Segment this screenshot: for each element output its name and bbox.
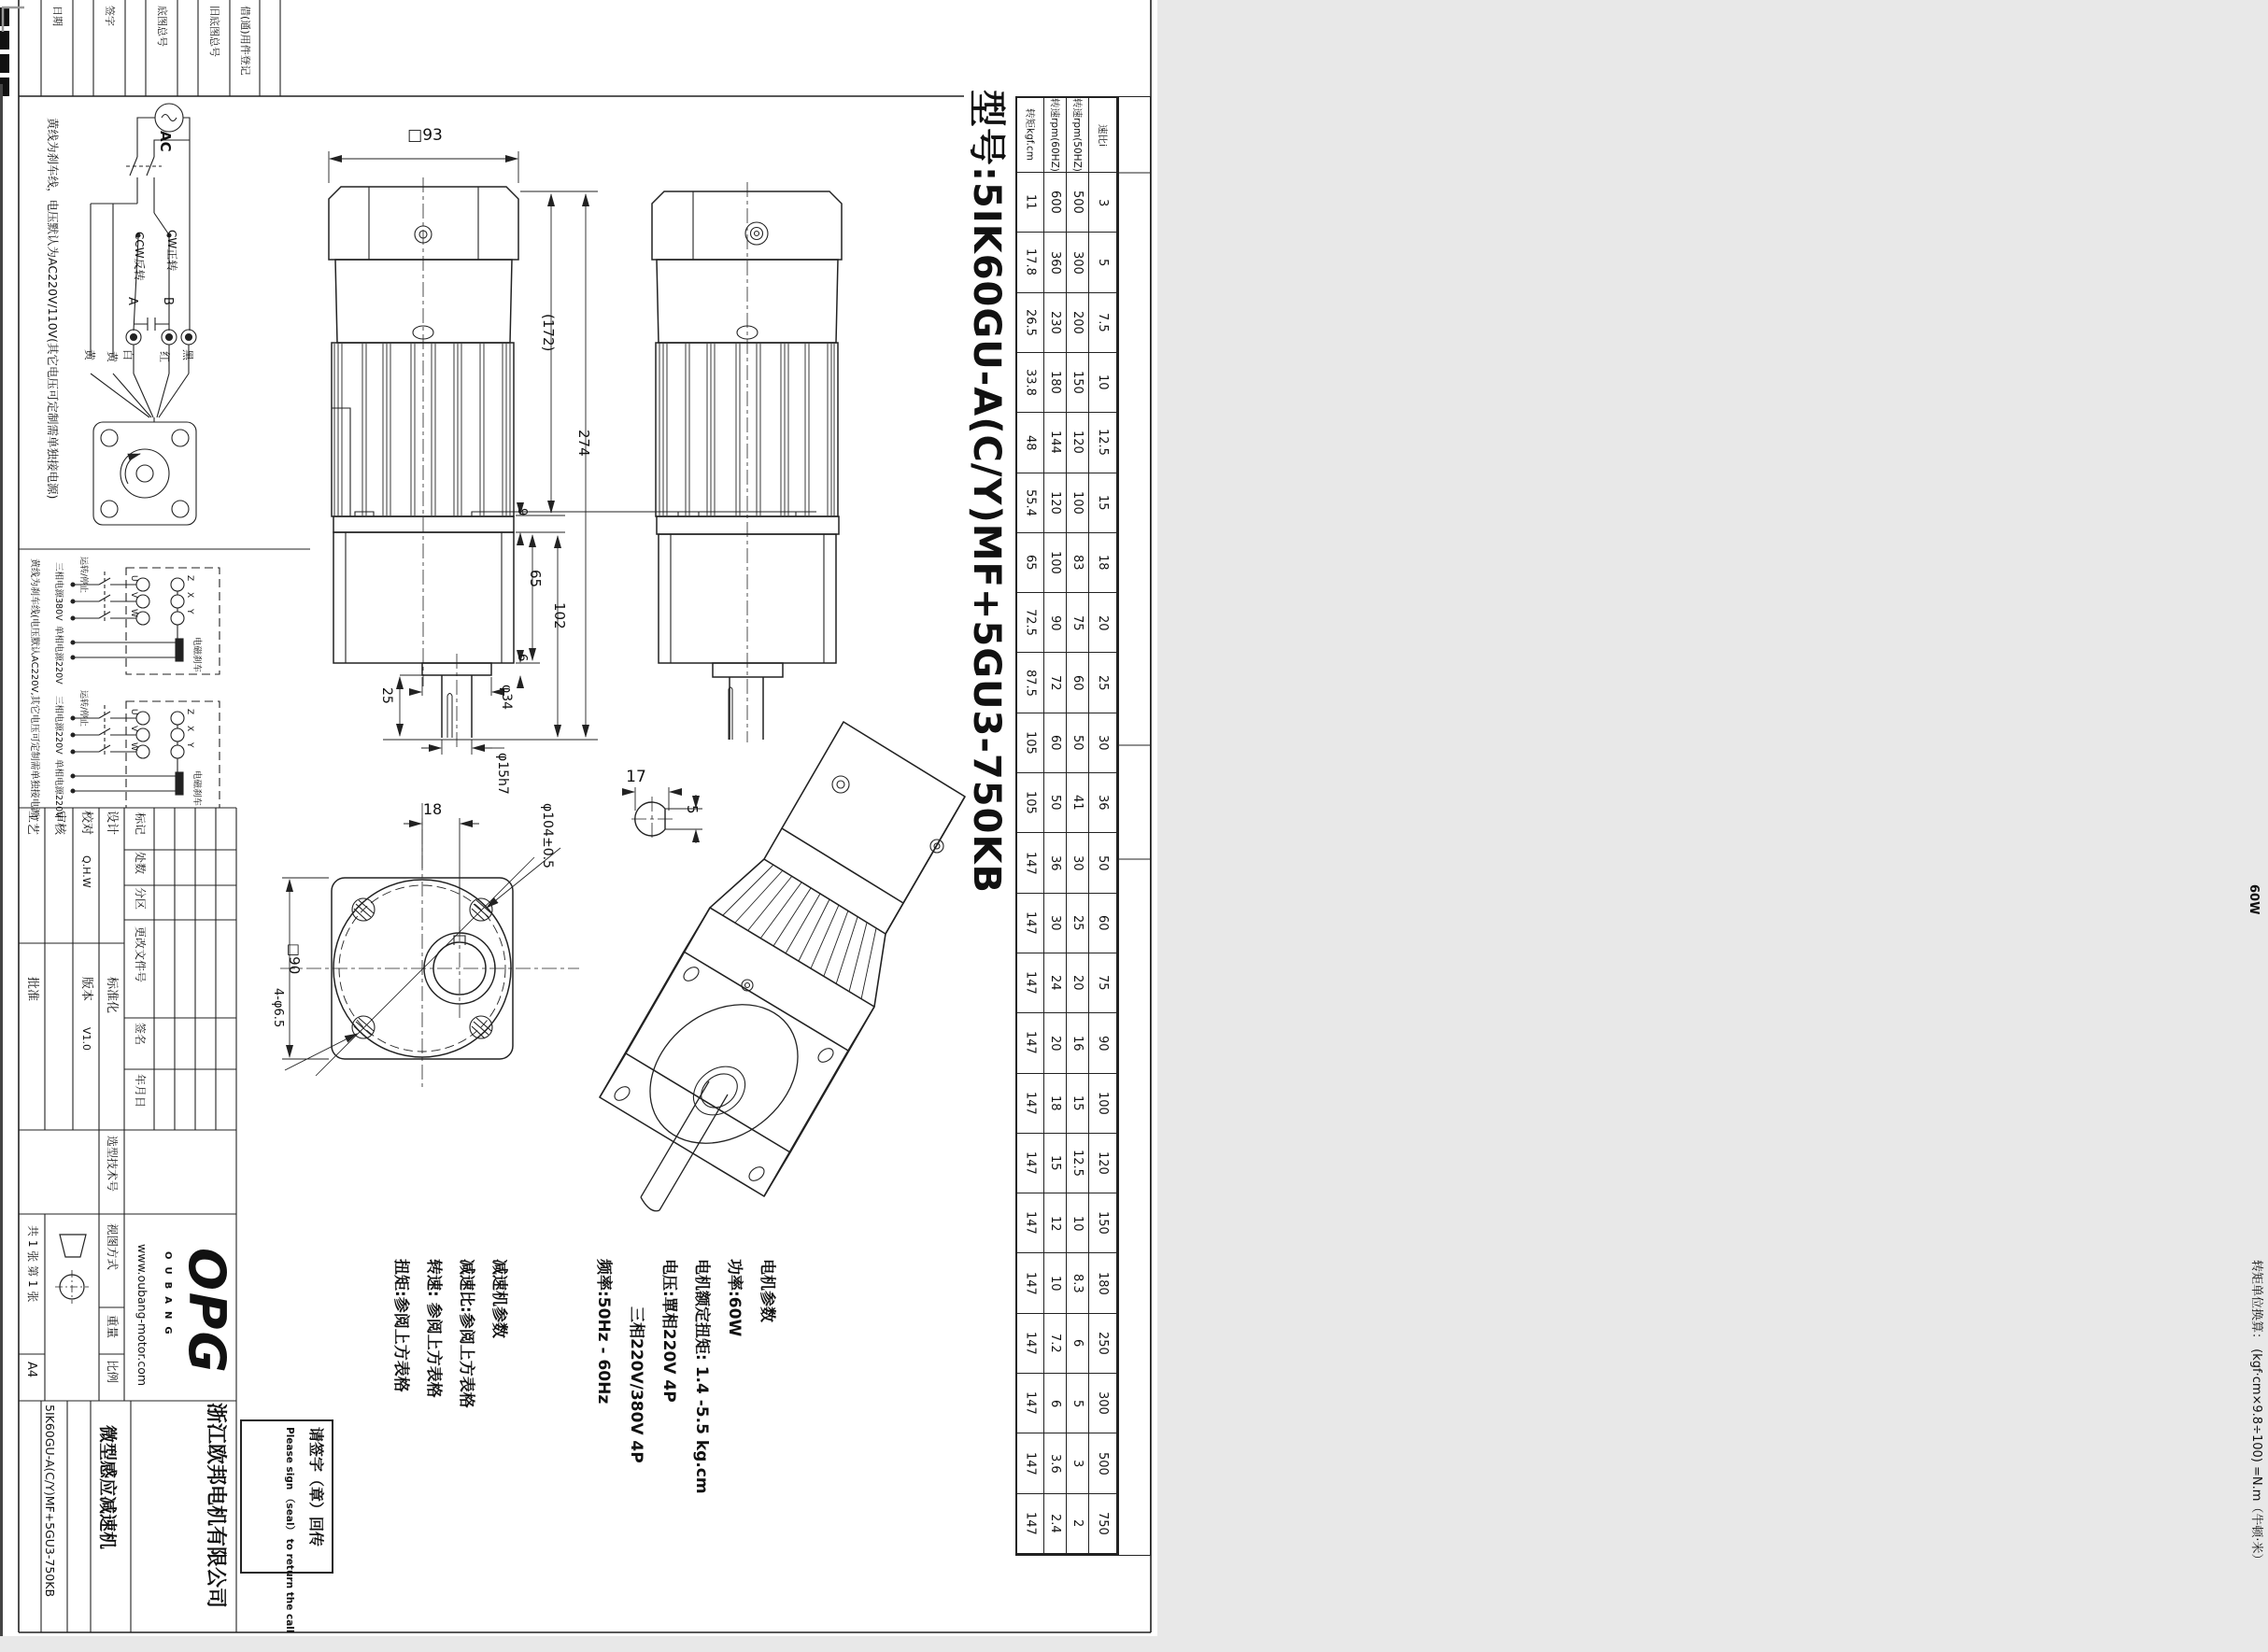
spec-cell: 72 [1044,653,1067,713]
rev-header: 更改文件号 [134,926,147,983]
dim-34: φ34 [499,685,514,711]
product-name: 微型感应减速机 [97,1425,118,1550]
spec-header: 转速rpm(60HZ) [1044,98,1067,173]
motor-params [590,1259,783,1504]
dim-25: 25 [379,687,394,704]
spec-cell: 12.5 [1089,413,1116,473]
main-power-label: 三相电源380V [53,562,64,621]
spec-cell: 250 [1089,1314,1116,1374]
spec-cell: 2 [1067,1494,1089,1554]
rev-header: 处数 [134,852,147,875]
spec-cell: 105 [1017,713,1044,773]
wire-color-label: 黄 [83,349,96,361]
spec-cell: 230 [1044,293,1067,353]
version-value: V1.0 [80,1027,92,1052]
spec-cell: 3 [1089,173,1116,233]
spec-cell: 18 [1089,533,1116,593]
spec-cell: 41 [1067,773,1089,833]
spec-cell: 60 [1089,894,1116,953]
spec-cell: 5 [1067,1374,1089,1433]
power-rating-label: 60W [2247,883,2261,915]
spec-cell: 17.8 [1017,233,1044,292]
side-fins [659,344,834,515]
spec-cell: 25 [1067,894,1089,953]
wire-color-label: 黄 [106,351,119,363]
field-weight: 重量 [106,1315,120,1339]
spec-cell: 15 [1089,473,1116,533]
spec-cell: 50 [1067,713,1089,773]
brake-terminal-label: Y [185,609,194,614]
role-design: 设计 [105,811,119,836]
company-logo: OPG [177,1248,236,1375]
spec-cell: 147 [1017,1134,1044,1193]
field-scale: 比例 [106,1360,120,1384]
brake-terminal-label: X [185,726,194,732]
spec-cell: 12.5 [1067,1134,1089,1193]
dim-93: □93 [407,126,443,145]
model-title: 型号:5IK60GU-A(C/Y)MF+5GU3-750KB [965,90,1008,894]
checker-name: Q.H.W [80,855,92,888]
spec-cell: 147 [1017,1013,1044,1073]
spec-cell: 10 [1089,353,1116,413]
spec-cell: 16 [1067,1013,1089,1073]
spec-cell: 200 [1067,293,1089,353]
aux-power-label: 单相电源220V [53,626,64,685]
spec-cell: 150 [1089,1193,1116,1253]
spec-cell: 75 [1089,953,1116,1013]
spec-cell: 500 [1089,1433,1116,1493]
dim-18: 18 [422,799,443,818]
dim-274: 274 [575,430,592,457]
motor-terminal-label: W [129,609,138,617]
spec-cell: 144 [1044,413,1067,473]
spec-cell: 3.6 [1044,1433,1067,1493]
spec-cell: 18 [1044,1074,1067,1134]
spec-cell: 83 [1067,533,1089,593]
spec-cell: 100 [1044,533,1067,593]
brake-wire-note-2: 黄线为刹车线(电压默认AC220V,其它电压可定制需单独接电源) [29,558,39,821]
spec-cell: 7.5 [1089,293,1116,353]
sign-box-en: Please sign （seal） to return the call [284,1427,295,1633]
spec-cell: 147 [1017,1314,1044,1374]
motor-terminal-label: U [129,575,138,582]
iso-fins [723,865,876,999]
role-audit: 审核 [52,811,66,836]
spec-cell: 300 [1089,1374,1116,1433]
rev-header: 标记 [134,812,147,836]
dim-15h7: φ15h7 [495,753,510,795]
param-line: 电压:單相220V 4P [659,1259,678,1403]
spec-cell: 10 [1044,1253,1067,1313]
param-line: 减速机参数 [489,1259,508,1338]
spec-cell: 147 [1017,1253,1044,1313]
spec-cell: 7.2 [1044,1314,1067,1374]
spec-cell: 10 [1067,1193,1089,1253]
paper-size: A4 [24,1362,38,1378]
spec-cell: 87.5 [1017,653,1044,713]
spec-cell: 48 [1017,413,1044,473]
spec-cell: 600 [1044,173,1067,233]
wire-color-label: 白 [121,349,135,361]
ccw-label: CCW反转 [133,232,146,281]
drawing-number: 5IK60GU-A(C/Y)MF+5GU3-750KB [43,1405,57,1598]
dim-102: 102 [551,602,568,629]
spec-cell: 147 [1017,1374,1044,1433]
spec-header: 转矩kgf.cm [1017,98,1044,173]
dim-90: □90 [286,943,303,975]
spec-cell: 15 [1044,1134,1067,1193]
spec-cell: 72.5 [1017,593,1044,653]
ac-source-label: AC [157,131,174,152]
rev-header: 年月日 [134,1074,147,1108]
corner-label: 旧底图总号 [208,6,220,57]
role-process: 工艺 [25,811,39,836]
spec-cell: 30 [1089,713,1116,773]
corner-label: 日期 [51,6,64,26]
sign-box-cn: 请签字（章）回传 [307,1427,325,1547]
spec-cell: 147 [1017,1193,1044,1253]
binding-marks [0,7,24,1636]
spec-cell: 5 [1089,233,1116,292]
corner-label: 底图总号 [156,6,168,47]
sign-return-box [240,1419,333,1633]
front-fins [334,344,510,515]
spec-cell: 147 [1017,894,1044,953]
corner-label: 签字 [104,6,116,26]
motor-terminal-label: V [129,726,138,732]
logo-subtext: OUBANG [163,1251,173,1342]
brake-label: 电磁刹车 [191,770,202,807]
spec-cell: 120 [1089,1134,1116,1193]
spec-strip [1118,96,2263,1566]
brake-wire-note: 黄线为刹车线，电压默认为AC220V/110V(其它电压可定制需单独接电源) [46,118,60,500]
spec-cell: 147 [1017,1433,1044,1493]
spec-cell: 90 [1044,593,1067,653]
dim-17: 17 [626,768,646,786]
brake-terminal-label: Y [185,742,194,748]
company-name: 浙江欧邦电机有限公司 [204,1403,227,1609]
param-line: 电机额定扭矩: 1.4 -5.5 kg.cm [692,1259,711,1494]
torque-conversion-note: 转矩单位换算： (kgf·cm×9.8÷100) =N.m（牛顿·米） [2249,1260,2263,1566]
role-standard: 标准化 [105,977,119,1014]
spec-cell: 120 [1067,413,1089,473]
spec-cell: 50 [1044,773,1067,833]
brake-terminal-label: Z [185,575,194,582]
aux-power-label: 单相电源220V [53,759,64,818]
dim-4x65: 4-φ6.5 [271,988,285,1028]
version-label: 版本 [79,977,93,1002]
spec-cell: 26.5 [1017,293,1044,353]
spec-cell: 8.3 [1067,1253,1089,1313]
spec-cell: 75 [1067,593,1089,653]
brake-label: 电磁刹车 [191,637,202,673]
dim-172: (172) [540,314,557,352]
field-view-method: 视图方式 [106,1223,120,1271]
front-view [329,187,518,738]
sheet-count: 共 1 张 第 1 张 [26,1225,39,1303]
spec-cell: 120 [1044,473,1067,533]
dim-9: 9 [515,508,529,516]
spec-cell: 65 [1017,533,1044,593]
param-line: 电机参数 [758,1259,776,1322]
spec-cell: 147 [1017,1494,1044,1554]
dim-6: 6 [515,654,529,662]
spec-cell: 2.4 [1044,1494,1067,1554]
dim-65: 65 [527,570,544,588]
spec-cell: 55.4 [1017,473,1044,533]
spec-cell: 300 [1067,233,1089,292]
spec-cell: 100 [1067,473,1089,533]
spec-cell: 180 [1044,353,1067,413]
brake-terminal-label: Z [185,709,194,715]
field-model-tech: 选型技术号 [106,1136,119,1193]
cw-label: CW正转 [165,230,178,272]
spec-cell: 25 [1089,653,1116,713]
param-line: 减速比:参阅上方表格 [457,1259,475,1408]
param-line: 三相220V/380V 4P [627,1259,645,1463]
rev-header: 分区 [134,887,147,911]
corner-label: 借(通)用件登记 [239,6,251,76]
rev-header: 签名 [134,1023,147,1046]
spec-cell: 750 [1089,1494,1116,1554]
spec-cell: 20 [1089,593,1116,653]
spec-header: 速比i [1089,98,1116,173]
spec-cell: 100 [1089,1074,1116,1134]
spec-cell: 60 [1067,653,1089,713]
spec-cell: 33.8 [1017,353,1044,413]
reducer-params [378,1259,515,1504]
param-line: 扭矩:参阅上方表格 [391,1259,410,1392]
spec-cell: 147 [1017,833,1044,893]
spec-cell: 180 [1089,1253,1116,1313]
projection-symbol [55,1235,89,1304]
spec-cell: 6 [1067,1314,1089,1374]
motor-terminal-label: V [129,592,138,599]
run-stop-label: 运转/停止 [78,557,88,594]
motor-terminal-label: U [129,709,138,715]
param-line: 功率:60W [725,1259,744,1337]
param-line: 转速: 参阅上方表格 [424,1259,443,1398]
spec-cell: 30 [1067,833,1089,893]
isometric-view [600,722,965,1211]
spec-cell: 12 [1044,1193,1067,1253]
spec-cell: 147 [1017,1074,1044,1134]
spec-header: 转速rpm(50HZ) [1067,98,1089,173]
spec-cell: 36 [1044,833,1067,893]
terminal-a-label: A [125,297,139,305]
run-stop-label: 运转/停止 [78,690,88,727]
spec-cell: 15 [1067,1074,1089,1134]
role-approve: 批准 [25,977,39,1002]
spec-cell: 60 [1044,713,1067,773]
side-view [517,191,842,740]
dim-104: φ104±0.5 [540,803,555,868]
spec-cell: 20 [1044,1013,1067,1073]
spec-cell: 150 [1067,353,1089,413]
spec-cell: 147 [1017,953,1044,1013]
dim-5: 5 [684,805,701,814]
spec-cell: 30 [1044,894,1067,953]
wire-color-label: 黑 [181,349,194,361]
wire-color-label: 红 [158,351,171,363]
spec-cell: 11 [1017,173,1044,233]
spec-cell: 500 [1067,173,1089,233]
wiring-single-art [91,104,196,525]
spec-cell: 360 [1044,233,1067,292]
terminal-b-label: B [161,297,175,305]
spec-cell: 20 [1067,953,1089,1013]
spec-cell: 105 [1017,773,1044,833]
role-check: 校对 [79,811,93,836]
spec-table [1015,96,1118,1556]
spec-cell: 50 [1089,833,1116,893]
spec-cell: 24 [1044,953,1067,1013]
spec-cell: 36 [1089,773,1116,833]
spec-cell: 6 [1044,1374,1067,1433]
main-power-label: 三相电源220V [53,696,64,755]
motor-terminal-label: W [129,742,138,751]
spec-cell: 90 [1089,1013,1116,1073]
company-website: www.oubang-motor.com [135,1244,149,1387]
spec-cell: 3 [1067,1433,1089,1493]
param-line: 频率:50Hz - 60Hz [594,1259,613,1405]
brake-terminal-label: X [185,592,194,599]
hole-centerline [316,857,534,1076]
